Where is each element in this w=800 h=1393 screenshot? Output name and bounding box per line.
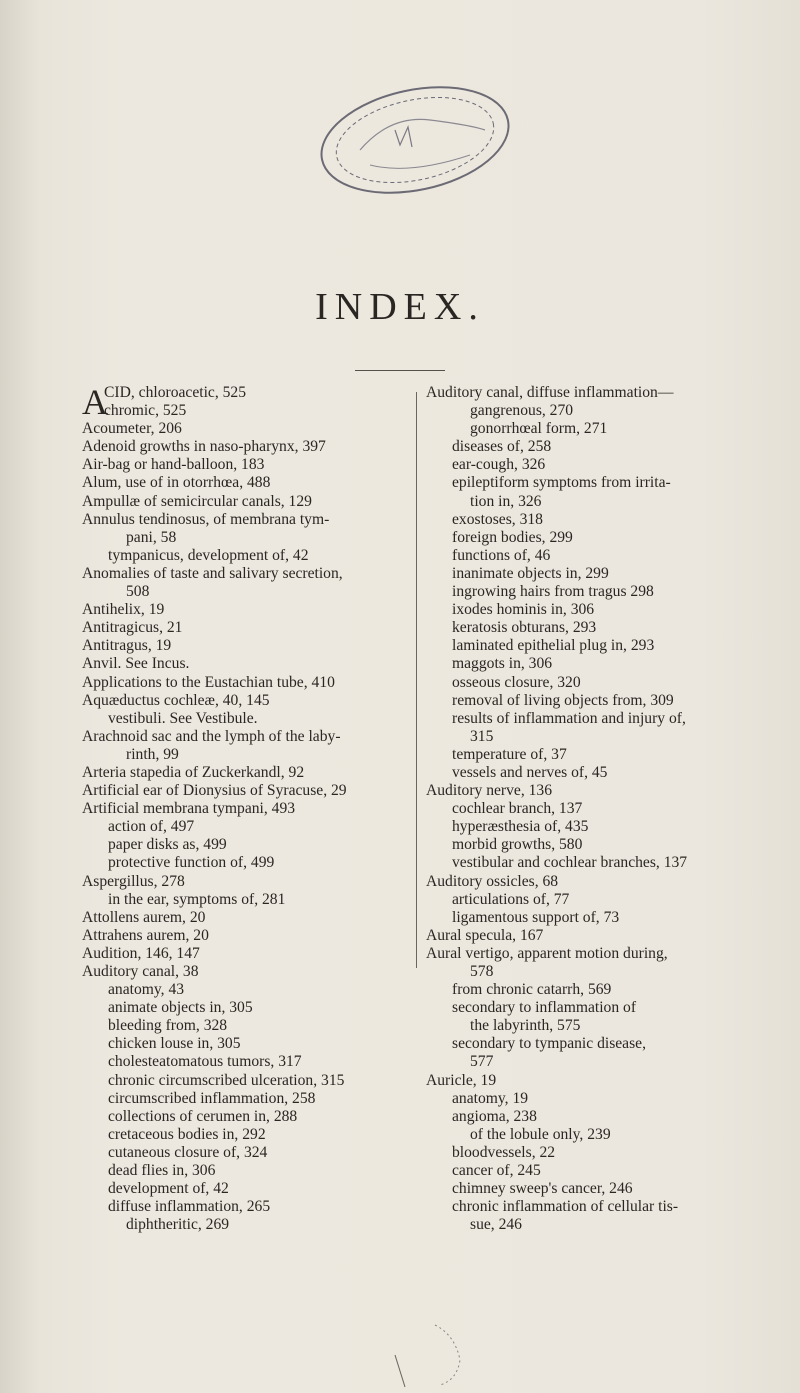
index-entry: Audition, 146, 147 <box>82 944 200 962</box>
index-entry: action of, 497 <box>108 818 195 836</box>
index-entry: cutaneous closure of, 324 <box>108 1143 268 1161</box>
title-divider <box>355 370 445 371</box>
index-entry: Antitragus, 19 <box>82 637 172 655</box>
index-entry: Auricle, 19 <box>426 1071 497 1089</box>
index-entry: development of, 42 <box>108 1180 229 1198</box>
index-entry: tion in, 326 <box>470 492 542 510</box>
index-entry: anatomy, 19 <box>452 1089 529 1107</box>
index-entry: Alum, use of in otorrhœa, 488 <box>82 474 271 492</box>
index-entry: maggots in, 306 <box>452 655 553 673</box>
index-entry: Aural specula, 167 <box>426 926 544 944</box>
index-entry: Anomalies of taste and salivary secretion, <box>82 564 343 582</box>
index-entry: bloodvessels, 22 <box>452 1143 556 1161</box>
index-entry: osseous closure, 320 <box>452 673 581 691</box>
index-entry: vestibuli. See Vestibule. <box>108 709 258 727</box>
index-entry: Antihelix, 19 <box>82 601 165 619</box>
index-entry: epileptiform symptoms from irrita- <box>452 474 671 492</box>
index-entry: removal of living objects from, 309 <box>452 691 674 709</box>
index-entry: keratosis obturans, 293 <box>452 619 597 637</box>
index-entry: Auditory ossicles, 68 <box>426 872 559 890</box>
index-column-right <box>426 384 731 1234</box>
index-entry: circumscribed inflammation, 258 <box>108 1089 316 1107</box>
index-entry: Aspergillus, 278 <box>82 872 185 890</box>
index-entry: Arteria stapedia of Zuckerkandl, 92 <box>82 763 305 781</box>
index-entry: 578 <box>470 963 494 980</box>
index-entry: gangrenous, 270 <box>470 402 574 420</box>
index-entry: vestibular and cochlear branches, 137 <box>452 854 688 872</box>
index-entry: diffuse inflammation, 265 <box>108 1198 271 1216</box>
index-entry: the labyrinth, 575 <box>470 1017 581 1035</box>
index-entry: animate objects in, 305 <box>108 999 253 1017</box>
index-entry: in the ear, symptoms of, 281 <box>108 890 286 908</box>
index-entry: inanimate objects in, 299 <box>452 564 609 582</box>
index-entry: articulations of, 77 <box>452 890 570 908</box>
index-entry: diphtheritic, 269 <box>126 1216 230 1234</box>
index-entry: Artificial membrana tympani, 493 <box>82 800 296 818</box>
index-entry: chicken louse in, 305 <box>108 1035 241 1053</box>
paper-blemish-icon <box>385 1315 485 1390</box>
index-entry: dead flies in, 306 <box>108 1162 216 1180</box>
index-entry: ixodes hominis in, 306 <box>452 601 595 619</box>
index-entry: Auditory canal, 38 <box>82 963 199 980</box>
index-entry: secondary to tympanic disease, <box>452 1035 646 1053</box>
index-entry: pani, 58 <box>126 528 177 546</box>
index-entry: paper disks as, 499 <box>108 836 227 854</box>
index-entry: Auditory nerve, 136 <box>426 782 553 800</box>
index-entry: 315 <box>470 727 494 745</box>
index-entry: ligamentous support of, 73 <box>452 908 620 926</box>
index-entry: ear-cough, 326 <box>452 456 546 474</box>
library-stamp-icon <box>300 75 530 205</box>
index-entry: chimney sweep's cancer, 246 <box>452 1180 633 1198</box>
index-entry: gonorrhœal form, 271 <box>470 420 608 438</box>
index-entry: Antitragicus, 21 <box>82 619 183 637</box>
index-entry: from chronic catarrh, 569 <box>452 981 612 999</box>
index-entry: Air-bag or hand-balloon, 183 <box>82 456 265 474</box>
index-entry: Aural vertigo, apparent motion during, <box>426 944 668 962</box>
index-entry: foreign bodies, 299 <box>452 528 573 546</box>
index-entry: bleeding from, 328 <box>108 1017 228 1035</box>
page-title: INDEX. <box>315 286 485 328</box>
index-entry: vessels and nerves of, 45 <box>452 763 608 781</box>
index-entry: Artificial ear of Dionysius of Syracuse, 29 <box>82 782 347 800</box>
index-entry: sue, 246 <box>470 1216 522 1234</box>
index-entry: chronic inflammation of cellular tis- <box>452 1198 679 1216</box>
index-entry: cholesteatomatous tumors, 317 <box>108 1053 302 1071</box>
index-entry: Ampullæ of semicircular canals, 129 <box>82 492 312 510</box>
index-entry: anatomy, 43 <box>108 981 185 999</box>
index-entry: Attrahens aurem, 20 <box>82 926 209 944</box>
index-entry: rinth, 99 <box>126 745 179 763</box>
index-entry: angioma, 238 <box>452 1107 537 1125</box>
index-entry: Anvil. See Incus. <box>82 655 190 673</box>
index-entry: laminated epithelial plug in, 293 <box>452 637 655 655</box>
index-entry: 577 <box>470 1053 494 1071</box>
drop-cap-letter: A <box>82 382 108 422</box>
index-entry: collections of cerumen in, 288 <box>108 1107 298 1125</box>
index-entry: diseases of, 258 <box>452 438 552 456</box>
index-entry: of the lobule only, 239 <box>470 1125 611 1143</box>
index-entry: ingrowing hairs from tragus 298 <box>452 583 654 601</box>
index-entry: results of inflammation and injury of, <box>452 709 686 727</box>
index-entry: Annulus tendinosus, of membrana tym- <box>82 510 330 528</box>
index-entry: cancer of, 245 <box>452 1162 541 1180</box>
index-entry-text: CID, chloroacetic, 525 <box>104 384 247 401</box>
index-entry: Adenoid growths in naso-pharynx, 397 <box>82 438 326 456</box>
index-column-left <box>82 384 407 1234</box>
index-entry: morbid growths, 580 <box>452 836 583 854</box>
index-entry: hyperæsthesia of, 435 <box>452 818 589 836</box>
index-entry: Auditory canal, diffuse inflammation— <box>426 384 674 401</box>
index-entry: cretaceous bodies in, 292 <box>108 1125 266 1143</box>
index-entry: Aquæductus cochleæ, 40, 145 <box>82 691 270 709</box>
index-entry: tympanicus, development of, 42 <box>108 546 309 564</box>
index-entry: functions of, 46 <box>452 546 551 564</box>
index-entry: cochlear branch, 137 <box>452 800 583 818</box>
index-entry: chromic, 525 <box>104 402 187 420</box>
index-entry: secondary to inflammation of <box>452 999 637 1017</box>
index-entry: temperature of, 37 <box>452 745 567 763</box>
column-divider <box>416 392 417 968</box>
index-entry: chronic circumscribed ulceration, 315 <box>108 1071 345 1089</box>
index-entry: Attollens aurem, 20 <box>82 908 206 926</box>
index-entry: Arachnoid sac and the lymph of the laby- <box>82 727 341 745</box>
index-entry: Applications to the Eustachian tube, 410 <box>82 673 335 691</box>
index-entry: exostoses, 318 <box>452 510 543 528</box>
index-entry: Acoumeter, 206 <box>82 420 182 438</box>
index-entry: protective function of, 499 <box>108 854 275 872</box>
index-entry: 508 <box>126 583 150 601</box>
